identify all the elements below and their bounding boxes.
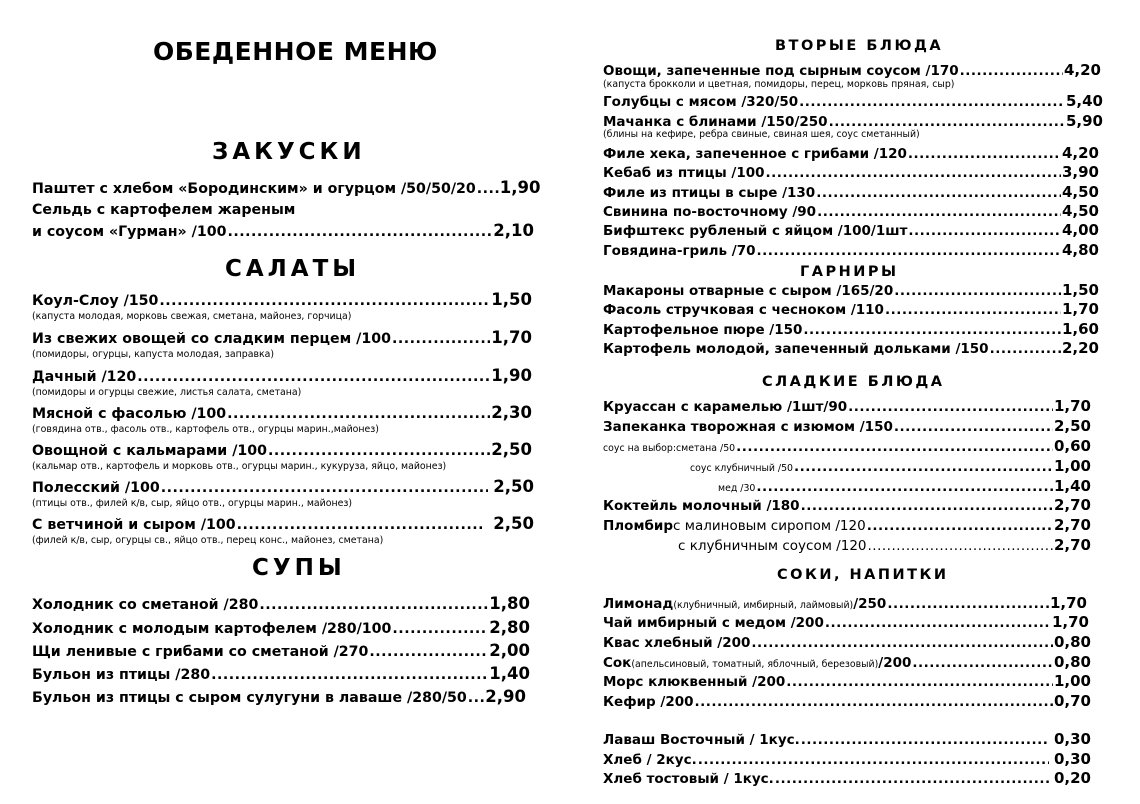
section-title-soki: СОКИ, НАПИТКИ	[777, 567, 949, 583]
item-price: 1,80	[489, 594, 530, 613]
menu-item	[603, 282, 1099, 299]
item-price: 0,70	[1053, 692, 1091, 710]
menu-item	[603, 203, 1099, 220]
item-name: Чай имбирный с медом /200	[603, 615, 824, 631]
item-price: 2,50	[493, 477, 534, 496]
item-price: 1,70	[1051, 613, 1089, 631]
item-name: Полесский /100	[32, 480, 160, 496]
item-name: Бульон из птицы /280	[32, 667, 211, 683]
item-name: соус на выбор:сметана /50	[603, 443, 736, 454]
item-name: Фасоль стручковая с чесноком /110	[603, 302, 884, 318]
item-price: 2,20	[1061, 339, 1099, 357]
menu-item	[32, 516, 534, 533]
item-price: 2,70	[1053, 496, 1091, 514]
menu-item	[690, 458, 1091, 477]
item-note: (говядина отв., фасоль отв., картофель отв., огурцы марин.,майонез)	[32, 424, 379, 435]
menu-item	[32, 666, 530, 683]
item-name: Хлеб / 2кус.	[603, 752, 697, 768]
item-name: Хлеб тостовый / 1кус.	[603, 771, 774, 787]
section-title-sladkie: СЛАДКИЕ БЛЮДА	[762, 374, 945, 390]
item-price: 4,20	[1063, 61, 1101, 79]
item-price: 1,50	[1061, 281, 1099, 299]
menu-item	[603, 301, 1099, 318]
menu-item	[603, 398, 1091, 415]
item-price: 0,80	[1053, 633, 1091, 651]
item-price: 4,50	[1061, 202, 1099, 220]
menu-item	[603, 693, 1091, 710]
menu-item	[678, 537, 1091, 554]
item-price: 2,80	[489, 618, 530, 637]
item-price: 2,00	[489, 641, 530, 660]
item-price: 5,40	[1065, 92, 1103, 110]
item-tail: /200	[878, 655, 912, 671]
item-note: (капуста брокколи и цветная, помидоры, перец, морковь пряная, сыр)	[603, 79, 955, 90]
item-price: 1,70	[1061, 300, 1099, 318]
item-name: Дачный /120	[32, 369, 137, 385]
item-price: 1,60	[1061, 320, 1099, 338]
menu-item	[603, 164, 1099, 181]
menu-item	[603, 751, 1091, 768]
item-price: 1,40	[1053, 477, 1091, 495]
item-name: Мачанка с блинами /150/250	[603, 114, 828, 130]
item-name: Паштет с хлебом «Бородинским» и огурцом /50/50/20	[32, 181, 476, 197]
item-price: 1,00	[1053, 457, 1091, 475]
item-price: 1,90	[491, 366, 532, 385]
item-name: Лаваш Восточный / 1кус.	[603, 732, 800, 748]
item-price: 2,50	[491, 440, 532, 459]
menu-item	[32, 292, 532, 309]
menu-item	[718, 478, 1091, 497]
item-name: Морс клюквенный /200	[603, 674, 786, 690]
item-note: (капуста молодая, морковь свежая, сметана, майонез, горчица)	[32, 311, 352, 322]
menu-item	[603, 222, 1099, 239]
item-name: Филе хека, запеченное с грибами /120	[603, 146, 907, 162]
item-price: 2,30	[491, 403, 532, 422]
menu-item	[603, 93, 1103, 110]
item-name: Квас хлебный /200	[603, 635, 751, 651]
item-name: Круассан с карамелью /1шт/90	[603, 399, 848, 415]
item-price: 2,10	[493, 221, 534, 240]
menu-item	[603, 340, 1099, 357]
menu-item	[603, 634, 1091, 651]
item-price: 1,70	[1053, 397, 1091, 415]
menu-item	[32, 178, 541, 197]
menu-item	[603, 731, 1091, 748]
item-name: Свинина по-восточному /90	[603, 204, 817, 220]
item-note: (клубничный, имбирный, лаймовый)	[673, 600, 854, 611]
item-name: Говядина-гриль /70	[603, 243, 756, 259]
menu-item	[603, 62, 1101, 79]
item-name: Лимонад	[603, 596, 674, 612]
item-note: (филей к/в, сыр, огурцы св., яйцо отв., перец конс., майонез, сметана)	[32, 535, 384, 546]
item-name: Бифштекс рубленый с яйцом /100/1шт	[603, 223, 908, 239]
item-name: соус клубничный /50	[690, 463, 794, 474]
item-note: (помидоры и огурцы свежие, листья салата, сметана)	[32, 387, 302, 398]
item-name: Кебаб из птицы /100	[603, 165, 765, 181]
item-price: 5,90	[1065, 112, 1103, 130]
menu-item	[603, 438, 1091, 457]
item-price: 1,90	[499, 178, 541, 197]
menu-item	[32, 405, 532, 422]
item-name: Бульон из птицы с сыром сулугуни в лаваше /280/50	[32, 690, 467, 706]
item-price: 0,80	[1053, 653, 1091, 671]
item-price: 1,50	[491, 290, 532, 309]
menu-item	[32, 479, 534, 496]
menu-item	[603, 654, 1091, 673]
item-price: 2,50	[493, 514, 534, 533]
menu-item	[603, 517, 1091, 534]
item-name: Макароны отварные с сыром /165/20	[603, 283, 894, 299]
section-title-supy: СУПЫ	[252, 555, 346, 581]
menu-item	[603, 673, 1091, 690]
menu-item	[32, 596, 530, 613]
item-price: 4,20	[1061, 144, 1099, 162]
item-name-rest: с малиновым сиропом /120	[673, 518, 866, 534]
item-name: с клубничным соусом /120	[678, 538, 867, 554]
item-price: 2,90	[485, 687, 526, 706]
menu-item	[32, 330, 532, 347]
item-name: Кефир /200	[603, 694, 694, 710]
section-title-zakuski: ЗАКУСКИ	[212, 139, 366, 165]
menu-item	[603, 770, 1091, 787]
menu-item	[32, 442, 532, 459]
item-name: Коктейль молочный /180	[603, 498, 800, 514]
menu-item	[32, 689, 526, 706]
item-name: Картофельное пюре /150	[603, 322, 803, 338]
item-name: Мясной с фасолью /100	[32, 406, 227, 422]
menu-item	[603, 113, 1103, 130]
menu-title: ОБЕДЕННОЕ МЕНЮ	[153, 37, 438, 66]
item-name: Коул-Слоу /150	[32, 293, 159, 309]
item-name: Сельдь с картофелем жареным	[32, 202, 296, 218]
menu-item	[603, 614, 1089, 631]
item-note: (помидоры, огурцы, капуста молодая, заправка)	[32, 349, 275, 360]
menu-item	[603, 497, 1091, 514]
item-price: 0,60	[1053, 437, 1091, 455]
item-name: Запеканка творожная с изюмом /150	[603, 419, 893, 435]
item-name: Овощи, запеченные под сырным соусом /170	[603, 63, 959, 79]
menu-item	[603, 242, 1099, 259]
section-title-garniry: ГАРНИРЫ	[800, 264, 899, 280]
item-name: Сок	[603, 655, 632, 671]
menu-item	[32, 368, 532, 385]
item-note: (апельсиновый, томатный, яблочный, березовый)	[631, 659, 879, 670]
item-name: Голубцы с мясом /320/50	[603, 94, 799, 110]
item-price: 3,90	[1061, 163, 1099, 181]
item-price: 1,40	[489, 664, 530, 683]
item-name: мед /30	[718, 483, 756, 494]
menu-item	[32, 620, 530, 637]
item-price: 2,50	[1053, 417, 1091, 435]
item-tail: /250	[853, 596, 887, 612]
item-price: 1,00	[1053, 672, 1091, 690]
item-name: Картофель молодой, запеченный дольками /150	[603, 341, 989, 357]
item-name: Овощной с кальмарами /100	[32, 443, 267, 459]
section-title-salaty: САЛАТЫ	[225, 256, 361, 282]
item-name: Холодник со сметаной /280	[32, 597, 259, 613]
section-title-vtorye: ВТОРЫЕ БЛЮДА	[775, 38, 944, 54]
item-price: 2,70	[1053, 516, 1091, 534]
menu-item	[603, 145, 1099, 162]
item-name: Из свежих овощей со сладким перцем /100	[32, 331, 391, 347]
menu-item	[603, 418, 1091, 435]
item-price: 0,20	[1053, 769, 1091, 787]
menu-item	[32, 223, 534, 240]
item-note: (кальмар отв., картофель и морковь отв., огурцы марин., кукуруза, яйцо, майонез)	[32, 461, 447, 472]
item-name: Щи ленивые с грибами со сметаной /270	[32, 644, 369, 660]
item-name: и соусом «Гурман» /100	[32, 224, 227, 240]
menu-item	[603, 184, 1099, 201]
item-name: Филе из птицы в сыре /130	[603, 185, 816, 201]
item-name: С ветчиной и сыром /100	[32, 517, 236, 533]
item-price: 4,50	[1061, 183, 1099, 201]
item-price: 1,70	[1049, 594, 1087, 612]
menu-item	[32, 202, 295, 218]
item-name: Пломбир	[603, 518, 674, 534]
item-price: 1,70	[491, 328, 532, 347]
item-price: 0,30	[1053, 750, 1091, 768]
item-name: Холодник с молодым картофелем /280/100	[32, 621, 392, 637]
item-note: (птицы отв., филей к/в, сыр, яйцо отв., огурцы марин., майонез)	[32, 498, 353, 509]
item-note: (блины на кефире, ребра свиные, свиная шея, соус сметанный)	[603, 129, 920, 140]
item-price: 4,00	[1061, 221, 1099, 239]
menu-item	[603, 595, 1087, 614]
item-price: 4,80	[1061, 241, 1099, 259]
item-price: 0,30	[1053, 730, 1091, 748]
item-price: 2,70	[1053, 536, 1091, 554]
menu-item	[603, 321, 1099, 338]
menu-item	[32, 643, 530, 660]
